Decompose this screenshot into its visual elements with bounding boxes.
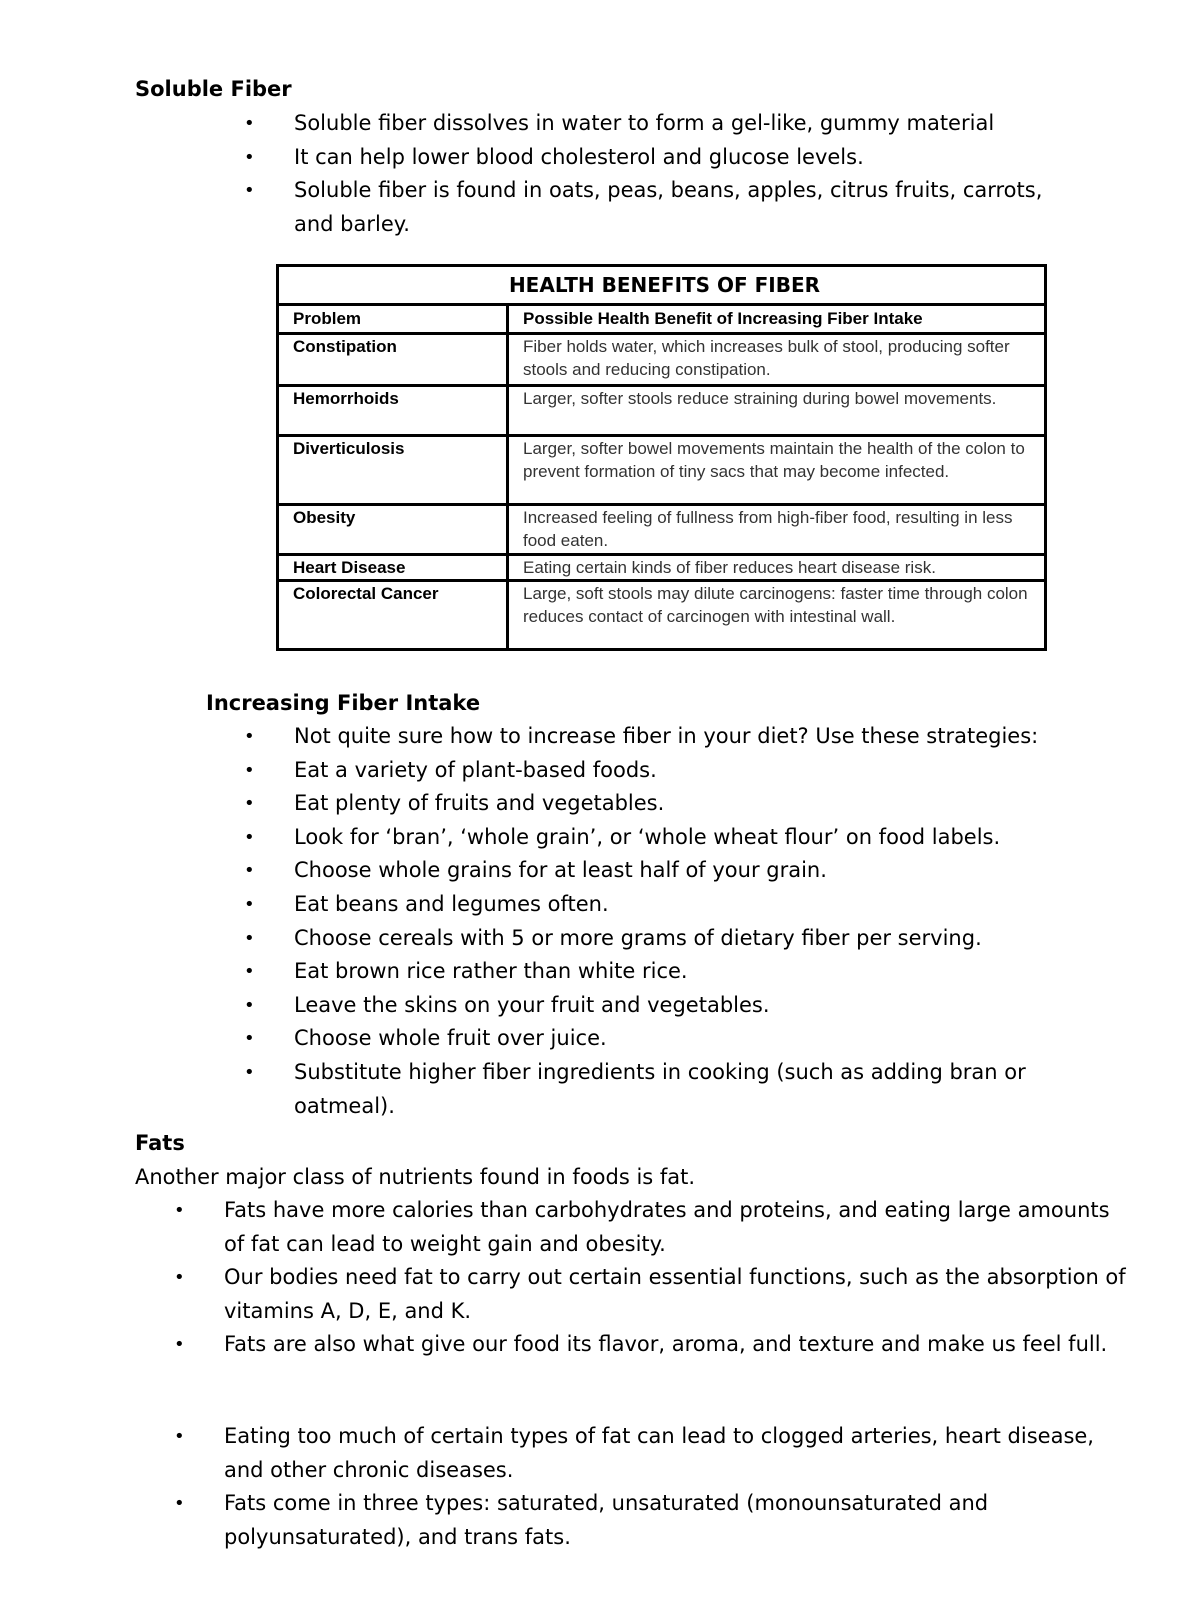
fiber-benefits-table	[276, 264, 1047, 651]
list-item: • Eat a variety of plant-based foods.	[294, 754, 1094, 788]
problem-cell: Constipation	[278, 334, 508, 386]
bullet-icon: •	[244, 927, 255, 949]
table-row	[278, 505, 1046, 555]
list-item: • Eating too much of certain types of fat can lead to clogged arteries, heart disease, and other chronic diseases.	[224, 1420, 1129, 1487]
list-item: • Soluble fiber is found in oats, peas, beans, apples, citrus fruits, carrots, and barley.	[294, 174, 1084, 241]
fats-heading: Fats	[135, 1131, 185, 1155]
bullet-icon: •	[244, 1028, 255, 1050]
fats-list-a	[174, 1194, 1129, 1362]
bullet-icon: •	[174, 1493, 185, 1515]
soluble-fiber-heading: Soluble Fiber	[135, 77, 292, 101]
bullet-icon: •	[244, 826, 255, 848]
bullet-icon: •	[244, 113, 255, 134]
list-item: • Our bodies need fat to carry out certain essential functions, such as the absorption of vitamins A, D, E, and K.	[224, 1261, 1129, 1328]
increasing-fiber-heading: Increasing Fiber Intake	[206, 691, 481, 715]
bullet-icon: •	[244, 860, 255, 882]
list-item: • Eat plenty of fruits and vegetables.	[294, 787, 1094, 821]
bullet-icon: •	[244, 726, 255, 747]
problem-cell: Hemorrhoids	[278, 386, 508, 436]
problem-cell: Colorectal Cancer	[278, 581, 508, 650]
column-header-benefit: Possible Health Benefit of Increasing Fiber Intake	[508, 305, 1046, 334]
problem-cell: Diverticulosis	[278, 436, 508, 505]
soluble-fiber-list	[244, 107, 1094, 241]
bullet-icon: •	[244, 961, 255, 983]
list-item: • Fats are also what give our food its flavor, aroma, and texture and make us feel full.	[224, 1328, 1129, 1362]
table-title-row	[278, 266, 1046, 305]
column-header-problem: Problem	[278, 305, 508, 334]
list-item: • Soluble fiber dissolves in water to form a gel-like, gummy material	[294, 107, 1094, 141]
list-item: • Look for ‘bran’, ‘whole grain’, or ‘whole wheat flour’ on food labels.	[294, 821, 1094, 855]
fats-intro: Another major class of nutrients found in foods is fat.	[135, 1165, 696, 1189]
list-item: • Eat beans and legumes often.	[294, 888, 1094, 922]
benefit-cell: Fiber holds water, which increases bulk of stool, producing softer stools and reducing constipation.	[508, 334, 1046, 386]
benefit-cell: Eating certain kinds of fiber reduces heart disease risk.	[508, 555, 1046, 581]
table-header-row	[278, 305, 1046, 334]
problem-cell: Heart Disease	[278, 555, 508, 581]
bullet-icon: •	[244, 1061, 255, 1083]
table-row	[278, 436, 1046, 505]
increasing-fiber-list	[244, 720, 1094, 1123]
bullet-icon: •	[174, 1426, 185, 1447]
bullet-icon: •	[244, 180, 255, 202]
bullet-icon: •	[244, 146, 255, 168]
benefit-cell: Large, soft stools may dilute carcinogens: faster time through colon reduces contact of carcinogen with intestinal wall.	[508, 581, 1046, 650]
bullet-icon: •	[174, 1334, 185, 1356]
bullet-icon: •	[174, 1267, 185, 1289]
list-item: • It can help lower blood cholesterol and glucose levels.	[294, 141, 1094, 175]
list-item: • Fats have more calories than carbohydrates and proteins, and eating large amounts of fat can lead to weight gain and obesity.	[224, 1194, 1129, 1261]
table-row	[278, 581, 1046, 650]
table-title: HEALTH BENEFITS OF FIBER	[278, 266, 1046, 305]
fats-list-b	[174, 1420, 1129, 1554]
table-row	[278, 555, 1046, 581]
benefit-cell: Increased feeling of fullness from high-fiber food, resulting in less food eaten.	[508, 505, 1046, 555]
list-item: • Choose whole fruit over juice.	[294, 1022, 1094, 1056]
benefit-cell: Larger, softer bowel movements maintain the health of the colon to prevent formation of tiny sacs that may become infected.	[508, 436, 1046, 505]
bullet-icon: •	[174, 1200, 185, 1221]
bullet-icon: •	[244, 994, 255, 1016]
table-row	[278, 334, 1046, 386]
bullet-icon: •	[244, 759, 255, 781]
bullet-icon: •	[244, 893, 255, 915]
list-item: • Substitute higher fiber ingredients in cooking (such as adding bran or oatmeal).	[294, 1056, 1074, 1123]
problem-cell: Obesity	[278, 505, 508, 555]
list-item: • Choose whole grains for at least half of your grain.	[294, 854, 1094, 888]
bullet-icon: •	[244, 793, 255, 815]
list-item: • Choose cereals with 5 or more grams of dietary fiber per serving.	[294, 922, 1094, 956]
list-item: • Fats come in three types: saturated, unsaturated (monounsaturated and polyunsaturated), and trans fats.	[224, 1487, 1129, 1554]
benefit-cell: Larger, softer stools reduce straining during bowel movements.	[508, 386, 1046, 436]
table-row	[278, 386, 1046, 436]
list-item: • Leave the skins on your fruit and vegetables.	[294, 989, 1094, 1023]
list-item: • Not quite sure how to increase fiber in your diet? Use these strategies:	[294, 720, 1094, 754]
list-item: • Eat brown rice rather than white rice.	[294, 955, 1094, 989]
